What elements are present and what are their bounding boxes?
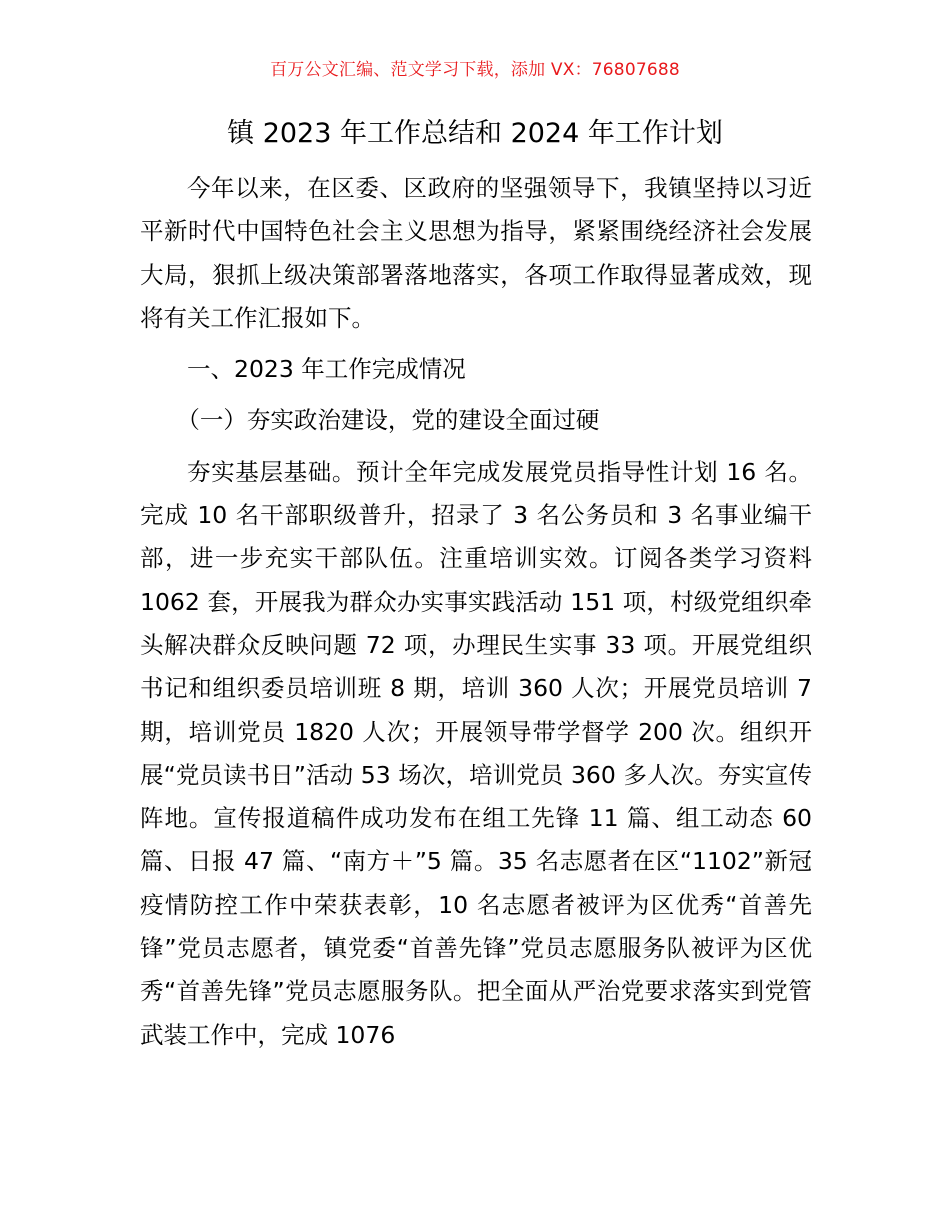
header-note: 百万公文汇编、范文学习下载，添加 VX：76807688: [270, 60, 680, 80]
body-paragraph: 夯实基层基础。预计全年完成发展党员指导性计划 16 名。完成 10 名干部职级普升，招录了 3 名公务员和 3 名事业编干部，进一步充实干部队伍。注重培训实效。订阅各类学习资料 1062 套，开展我为群众办实事实践活动 151 项，村级党组织牵头解决群众反映问题 72 项，办理民生实事 33 项。开展党组织书记和组织委员培训班 8 期，培训 360 人次；开展党员培训 7 期，培训党员 1820 人次；开展领导带学督学 200 次。组织开展“党员读书日”活动 53 场次，培训党员 360 多人次。夯实宣传阵地。宣传报道稿件成功发布在组工先锋 11 篇、组工动态 60 篇、日报 47 篇、“南方＋”5 篇。35 名志愿者在区“1102”新冠疫情防控工作中荣获表彰，10 名志愿者被评为区优秀“首善先锋”党员志愿者，镇党委“首善先锋”党员志愿服务队被评为区优秀“首善先锋”党员志愿服务队。把全面从严治党要求落实到党管武装工作中，完成 1076: [140, 457, 812, 1049]
section-heading: 一、2023 年工作完成情况: [187, 355, 466, 384]
intro-paragraph: 今年以来，在区委、区政府的坚强领导下，我镇坚持以习近平新时代中国特色社会主义思想为指导，紧紧围绕经济社会发展大局，狠抓上级决策部署落地落实，各项工作取得显著成效，现将有关工作汇报如下。: [140, 174, 812, 332]
document-title: 镇 2023 年工作总结和 2024 年工作计划: [227, 118, 723, 149]
document-body: [140, 167, 812, 1057]
subsection-heading: （一）夯实政治建设，党的建设全面过硬: [176, 406, 600, 435]
